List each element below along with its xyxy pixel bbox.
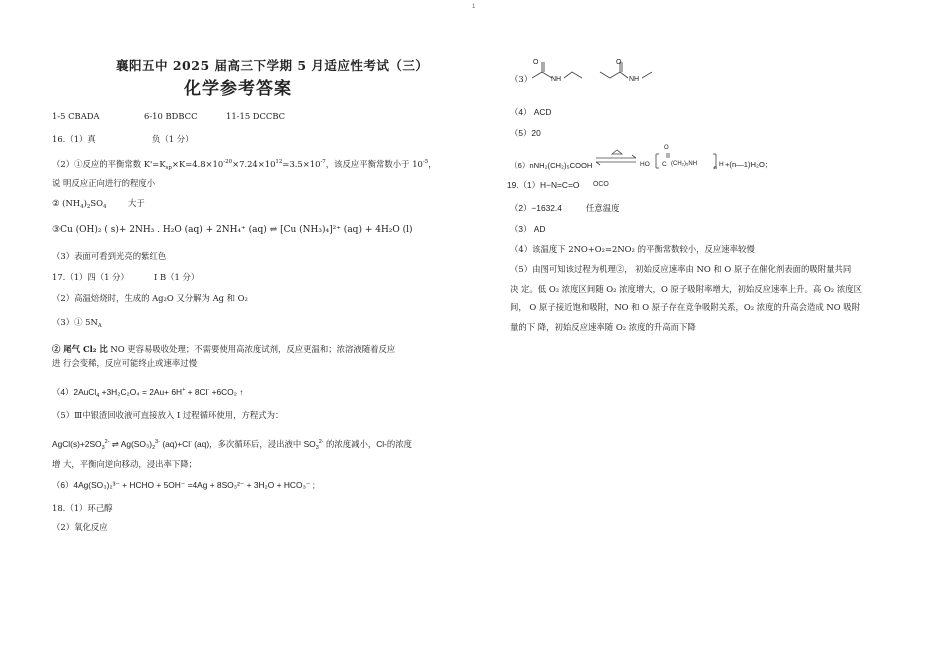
polymer-n: n (714, 165, 717, 171)
q19-line4: （4）该温度下 2NO+O₂=2NO₂ 的平衡常数较小，反应速率较慢 (510, 244, 755, 254)
answer-subtitle: 化学参考答案 (184, 79, 292, 99)
q16-equation: ③Cu (OH)₂ ( s)+ 2NH₃ . H₂O (aq) + 2NH₄⁺ (aq) ⇌ [Cu (NH₃)₄]²⁺ (aq) + 4H₂O (l) (52, 225, 413, 235)
q17-l8-sup1: 2- (104, 439, 110, 445)
q17-l6-sup1: + (182, 387, 186, 393)
q16-l2-text: （2）①反应的平衡常数 K'=K (52, 159, 166, 169)
q19-line1b: O C O (593, 181, 608, 188)
q16-l2-b: ×K=4.8×10 (171, 159, 224, 169)
q17-line3 (52, 317, 102, 332)
q18-line5: （5）20 (510, 128, 541, 138)
q17-line7: （5）Ⅲ中银渣回收液可直接放入 Ⅰ 过程循环使用，方程式为： (52, 410, 284, 420)
q18-line1: 18.（1）环己醇 (52, 503, 113, 513)
q16-l2-e: ，该反应平衡常数小于 10 (325, 159, 423, 169)
q17-line1a: 17.（1）四（1 分） (52, 272, 129, 282)
q19-line8: 量的下 降，初始反应速率随 O₂ 浓度的升高而下降 (510, 322, 696, 332)
polymer-chain: (CH₂)₅NH (671, 161, 698, 167)
mc-answers-1-5: 1-5 CBADA (52, 111, 100, 121)
q16-l4-sub1: 4 (80, 204, 84, 210)
q17-l6-sub: 4 (96, 393, 100, 399)
q19-line7: 间， O 原子接近饱和吸附，NO 和 O 原子存在竞争吸附关系，O₂ 浓度的升高会造成 NO 吸附 (510, 302, 861, 312)
exam-title: 襄阳五中 2025 届高三下学期 5 月适应性考试（三） (116, 58, 429, 73)
q16-l2-d: =3.5×10 (282, 159, 321, 169)
q19-line5: （5）由图可知该过程为机理②， 初始反应速率由 NO 和 O 原子在催化剂表面的吸附量共同 (510, 264, 852, 274)
q16-l4-sub2: 2 (86, 204, 91, 210)
amide1-o-label: O (533, 59, 539, 66)
q16-l2-sup3: -7 (320, 159, 326, 165)
q16-line1a: 16.（1）真 (52, 134, 96, 144)
q17-l6b: +3H₂C₂O₄ = 2Au+ 6H (99, 387, 183, 397)
q17-line10: （6）4Ag(SO₃)₂³⁻ + HCHO + 5OH⁻ =4Ag + 8SO₃²⁻ + 3H₂O + HCO₃⁻ ; (52, 480, 315, 490)
q17-l8e: 的浓度减小，Cl-的浓度 (323, 439, 413, 449)
q19-line3: （3） AD (510, 224, 546, 234)
polymer-h: H (719, 161, 724, 168)
q17-l8-sup4: 2- (318, 439, 324, 445)
q17-l8-sub2: 2 (152, 445, 156, 451)
q17-l8a: AgCl(s)+2SO (52, 439, 102, 449)
q16-l4b: ) (83, 198, 87, 208)
q17-line4 (52, 344, 395, 355)
q17-l8c: (aq)+Cl (160, 439, 191, 449)
q18-line4: （4） ACD (510, 107, 552, 117)
q17-l6: （4）2AuCl (52, 387, 97, 397)
q17-l6d: +6CO₂ ↑ (209, 387, 244, 397)
q17-l8d: (aq)，多次循环后，浸出液中 SO (191, 439, 316, 449)
q17-line2: （2）高温焙烧时，生成的 Ag₂O 又分解为 Ag 和 O₂ (52, 293, 248, 303)
q17-line9: 增 大，平衡向逆向移动，浸出率下降； (52, 459, 198, 469)
q16-l4a: ② (NH (52, 198, 81, 208)
q17-l4b: NO 更容易吸收处理；不需要使用高浓度试剂，反应更温和；浓溶液随着反应 (107, 344, 396, 354)
q18-l6a: （6）nNH₂(CH₂)₅COOH (510, 161, 593, 170)
q16-l4c: SO (90, 198, 103, 208)
amide2-nh-label: NH (629, 76, 640, 83)
q16-l4-sub3: 4 (102, 204, 107, 210)
q16-l2-sup4: -5 (422, 159, 429, 165)
reaction-arrow (596, 150, 638, 168)
q17-l8-sub3: 3 (315, 445, 319, 451)
q18-line6 (510, 160, 592, 171)
q17-l8b: ⇌ Ag(SO₃) (109, 439, 153, 449)
q18-line2: （2）氧化反应 (52, 522, 108, 532)
q16-line4-answer: 大于 (128, 198, 145, 208)
q17-line5: 进 行会变稀，反应可能终止或速率过慢 (52, 358, 198, 368)
q16-line3: 说 明反应正向进行的程度小 (52, 178, 156, 188)
q19-line2b: 任意温度 (586, 203, 620, 213)
amide2-o-label: O (616, 59, 622, 66)
q17-l8-sup3: - (190, 439, 192, 445)
q17-line8 (52, 437, 412, 454)
q16-l2-sup1: -20 (223, 159, 233, 165)
q17-l6-sup2: - (207, 387, 210, 393)
q16-line1b: 负（1 分） (152, 134, 194, 144)
q16-l2-f: ， (428, 159, 437, 169)
q17-l6c: + 8Cl (185, 387, 208, 397)
q17-line6 (52, 385, 243, 402)
q18-line3: （3） (510, 74, 533, 84)
polymer-water: +(n—1)H₂O； (725, 160, 773, 169)
q16-l2-sup2: 12 (275, 159, 283, 165)
q17-l3: （3）① 5N (52, 317, 98, 327)
polymer-o: O (664, 145, 669, 151)
q19-line2a: （2）−1632.4 (510, 203, 562, 213)
mc-answers-6-10: 6-10 BDBCC (144, 111, 198, 121)
q17-line1b: Ⅰ B（1 分） (154, 272, 200, 282)
q16-line2 (52, 157, 437, 174)
q19-line6: 决 定。低 O₂ 浓度区间随 O₂ 浓度增大，O 原子吸附率增大，初始反应速率上升。高 O₂ 浓度区 (510, 284, 862, 294)
q16-line6: （3）表面可看到光亮的紫红色 (52, 251, 167, 261)
q17-l8-sub1: 3 (101, 445, 105, 451)
amide1-nh-label: NH (551, 76, 562, 83)
q16-line4 (52, 198, 106, 213)
polymer-ho: HO (640, 161, 650, 168)
q19-line1a: 19.（1）H−N=C=O (507, 180, 580, 190)
amide-structure-2 (598, 58, 658, 88)
q16-l2-c: ×7.24×10 (232, 159, 276, 169)
mc-answers-11-15: 11-15 DCCBC (226, 111, 286, 121)
q17-l3-sub: A (97, 323, 102, 329)
q17-l8-sup2: 3- (155, 439, 161, 445)
page-number: 1 (472, 4, 476, 10)
q16-l2-sub: sp (165, 165, 172, 171)
q17-l4a: ② 尾气 Cl₂ 比 (52, 344, 108, 354)
polymer-c: C (662, 161, 667, 168)
